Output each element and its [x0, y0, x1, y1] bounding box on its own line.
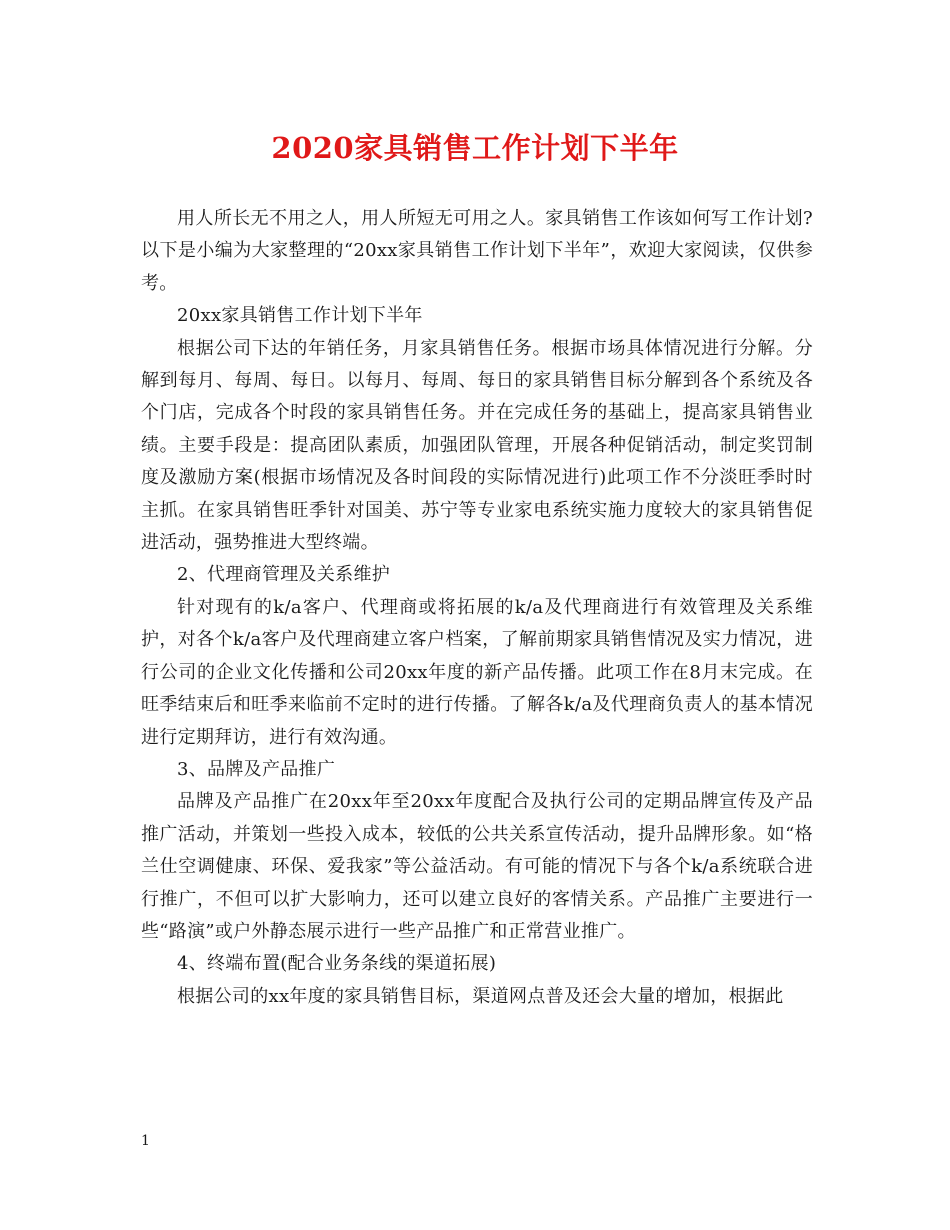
intro-paragraph: 用人所长无不用之人，用人所短无可用之人。家具销售工作该如何写工作计划?以下是小编为大家整理的“20xx家具销售工作计划下半年”，欢迎大家阅读，仅供参考。 [141, 208, 813, 294]
section-heading-brand-promotion: 3、品牌及产品推广 [177, 758, 336, 780]
sales-task-paragraph: 根据公司下达的年销任务，月家具销售任务。根据市场具体情况进行分解。分解到每月、每周、每日。以每月、每周、每日的家具销售目标分解到各个系统及各个门店，完成各个时段的家具销售任务。并在完成任务的基础上，提高家具销售业绩。主要手段是：提高团队素质，加强团队管理，开展各种促销活动，制定奖罚制度及激励方案(根据市场情况及各时间段的实际情况进行)此项工作不分淡旺季时时主抓。在家具销售旺季针对国美、苏宁等专业家电系统实施力度较大的家具销售促进活动，强势推进大型终端。 [141, 337, 813, 554]
section-heading-terminal-layout: 4、终端布置(配合业务条线的渠道拓展) [177, 953, 497, 975]
section-heading-agent-management: 2、代理商管理及关系维护 [177, 564, 391, 586]
agent-management-paragraph: 针对现有的k/a客户、代理商或将拓展的k/a及代理商进行有效管理及关系维护，对各个k/a客户及代理商建立客户档案，了解前期家具销售情况及实力情况，进行公司的企业文化传播和公司20xx年度的新产品传播。此项工作在8月末完成。在旺季结束后和旺季来临前不定时的进行传播。了解各k/a及代理商负责人的基本情况进行定期拜访，进行有效沟通。 [141, 596, 813, 748]
document-body [141, 203, 813, 1013]
page-number: 1 [141, 1133, 150, 1149]
brand-promotion-paragraph: 品牌及产品推广在20xx年至20xx年度配合及执行公司的定期品牌宣传及产品推广活动，并策划一些投入成本，较低的公共关系宣传活动，提升品牌形象。如“格兰仕空调健康、环保、爱我家”等公益活动。有可能的情况下与各个k/a系统联合进行推广，不但可以扩大影响力，还可以建立良好的客情关系。产品推广主要进行一些“路演”或户外静态展示进行一些产品推广和正常营业推广。 [141, 791, 813, 942]
document-title: 2020家具销售工作计划下半年 [271, 131, 679, 165]
terminal-layout-paragraph: 根据公司的xx年度的家具销售目标，渠道网点普及还会大量的增加，根据此 [177, 985, 784, 1007]
section-heading-plan: 20xx家具销售工作计划下半年 [177, 305, 423, 327]
